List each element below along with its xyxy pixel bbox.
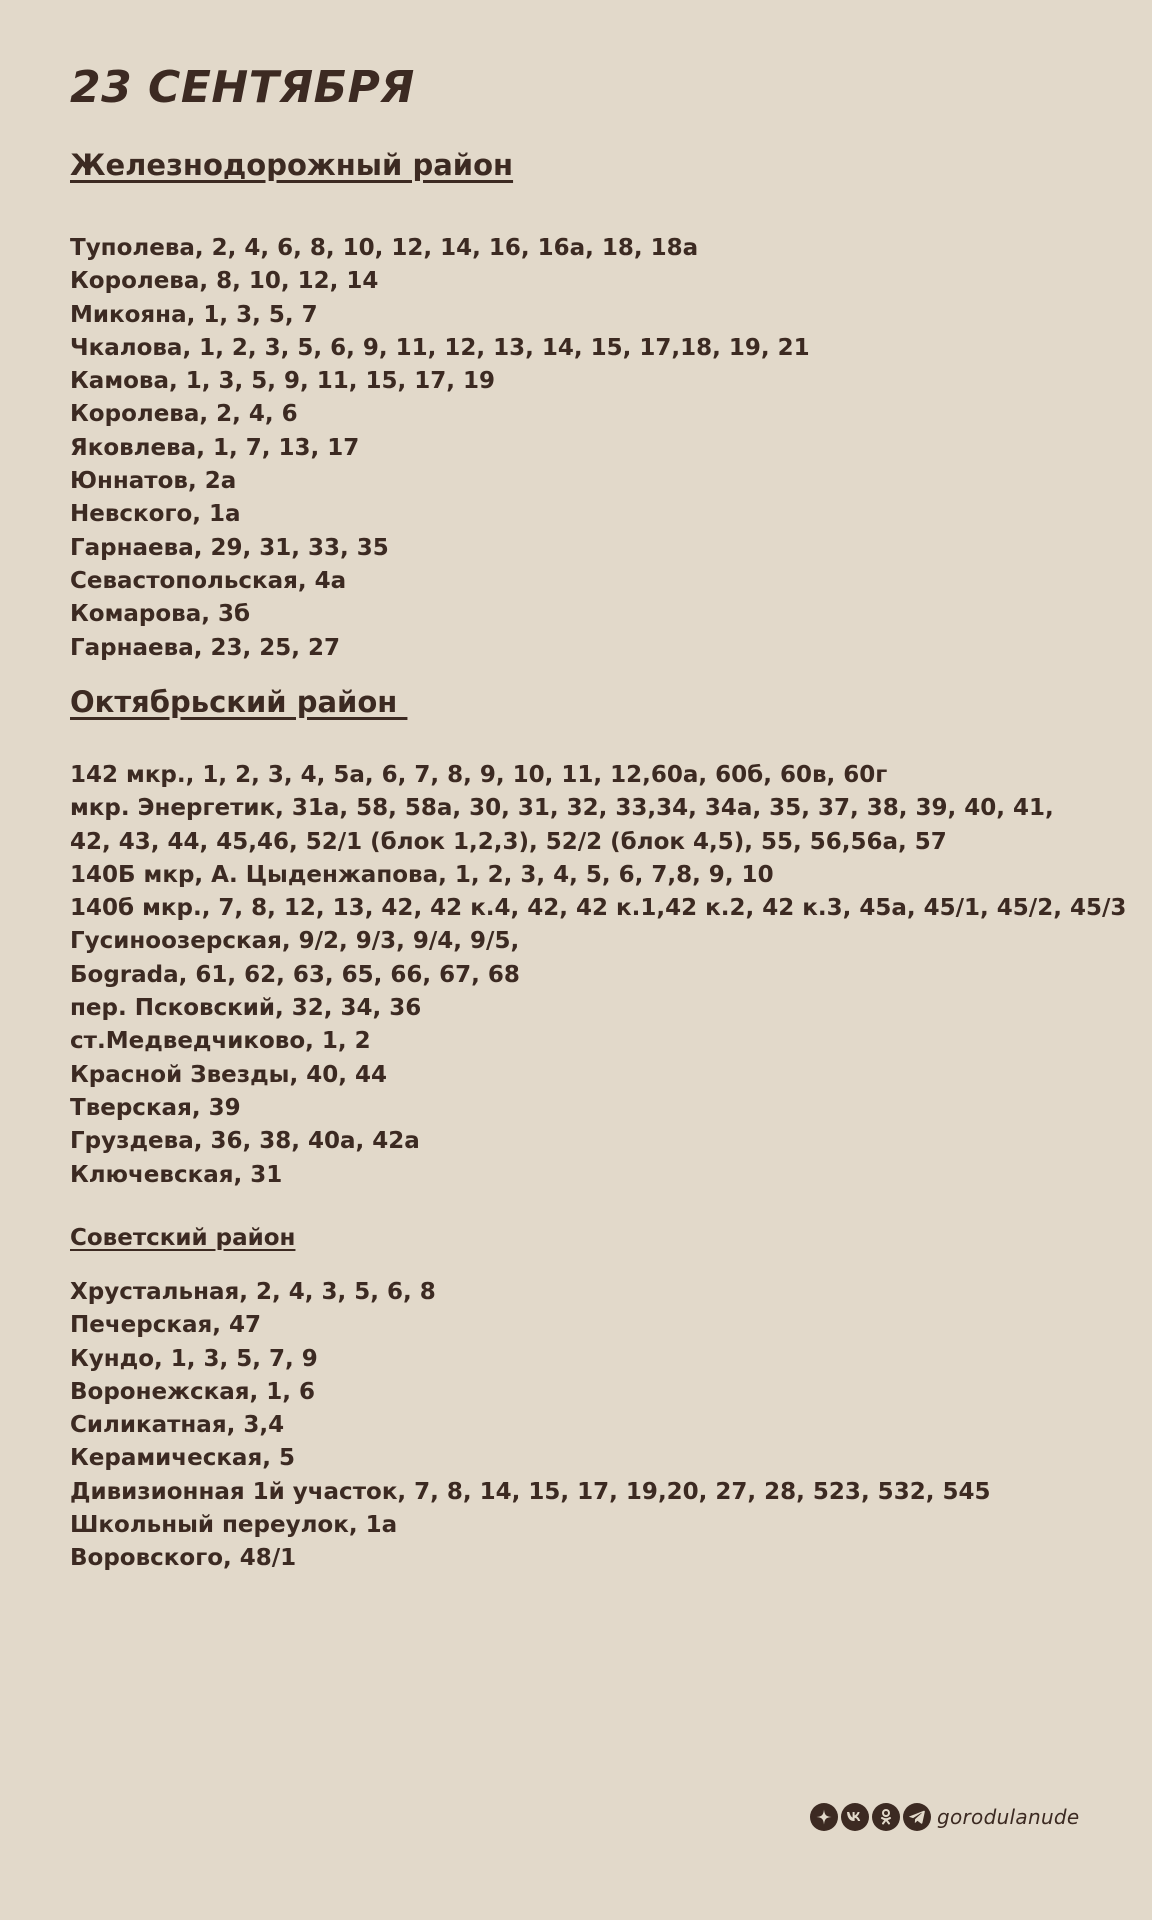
section-heading: Железнодорожный район (70, 148, 514, 182)
address-line: Красной Звезды, 40, 44 (70, 1061, 387, 1088)
address-line: 140Б мкр, А. Цыденжапова, 1, 2, 3, 4, 5, 6, 7,8, 9, 10 (70, 861, 774, 888)
address-line: Дивизионная 1й участок, 7, 8, 14, 15, 17, 19,20, 27, 28, 523, 532, 545 (70, 1478, 991, 1505)
address-line: Юннатов, 2а (70, 468, 237, 495)
address-line: Печерская, 47 (70, 1312, 261, 1339)
address-list (70, 1276, 1092, 1576)
address-line: Чкалова, 1, 2, 3, 5, 6, 9, 11, 12, 13, 14, 15, 17,18, 19, 21 (70, 334, 810, 361)
section-heading: Октябрьский район (70, 685, 408, 719)
address-line: Гарнаева, 23, 25, 27 (70, 634, 340, 661)
section-zheleznodorozhny (70, 145, 1092, 665)
dzen-icon-glyph (815, 1808, 833, 1826)
address-line: Бograda, 61, 62, 63, 65, 66, 67, 68 (70, 961, 520, 988)
address-line: Кундо, 1, 3, 5, 7, 9 (70, 1345, 318, 1372)
address-line: Хрустальная, 2, 4, 3, 5, 6, 8 (70, 1279, 436, 1305)
address-line: Королева, 8, 10, 12, 14 (70, 268, 379, 295)
telegram-icon[interactable] (903, 1803, 931, 1831)
address-line: Школьный переулок, 1а (70, 1512, 398, 1539)
address-line: пер. Псковский, 32, 34, 36 (70, 995, 422, 1022)
section-heading: Советский район (70, 1225, 296, 1251)
address-line: Яковлева, 1, 7, 13, 17 (70, 434, 360, 461)
address-line: 140б мкр., 7, 8, 12, 13, 42, 42 к.4, 42, 42 к.1,42 к.2, 42 к.3, 45а, 45/1, 45/2, 45/3 (70, 895, 1127, 922)
address-line: Королева, 2, 4, 6 (70, 401, 298, 428)
address-line: Тверская, 39 (70, 1094, 241, 1121)
address-list (70, 232, 1092, 665)
address-line: Воронежская, 1, 6 (70, 1378, 316, 1405)
address-line: ст.Медведчиково, 1, 2 (70, 1028, 371, 1055)
address-line: Груздева, 36, 38, 40а, 42а (70, 1128, 420, 1155)
address-line: Воровского, 48/1 (70, 1545, 297, 1572)
address-line: 142 мкр., 1, 2, 3, 4, 5а, 6, 7, 8, 9, 10, 11, 12,60а, 60б, 60в, 60г (70, 762, 888, 788)
address-line: Гусиноозерская, 9/2, 9/3, 9/4, 9/5, (70, 928, 520, 955)
vk-icon-glyph (846, 1811, 864, 1823)
address-line: Микояна, 1, 3, 5, 7 (70, 301, 318, 328)
telegram-icon-glyph (908, 1809, 926, 1825)
address-line: Комарова, 3б (70, 601, 251, 628)
address-line: Силикатная, 3,4 (70, 1412, 285, 1439)
section-oktyabrsky (70, 682, 1127, 1192)
address-line: Ключевская, 31 (70, 1161, 283, 1188)
address-list (70, 759, 1127, 1192)
address-line: Туполева, 2, 4, 6, 8, 10, 12, 14, 16, 16а, 18, 18а (70, 235, 699, 261)
vk-icon[interactable] (841, 1803, 869, 1831)
social-handle: gorodulanude (937, 1805, 1080, 1829)
social-footer (810, 1803, 1080, 1831)
address-line: Камова, 1, 3, 5, 9, 11, 15, 17, 19 (70, 368, 495, 395)
address-line: Керамическая, 5 (70, 1445, 295, 1472)
address-line: мкр. Энергетик, 31а, 58, 58а, 30, 31, 32, 33,34, 34а, 35, 37, 38, 39, 40, 41, 42, 43, 44, 45,46, 52/1 (блок 1,2,3), 52/2 (блок 4,5), 55, 56,56а, 57 (70, 795, 1054, 855)
section-sovetsky (70, 1222, 1092, 1576)
address-line: Невского, 1а (70, 501, 241, 528)
page-title: 23 СЕНТЯБРЯ (70, 62, 415, 113)
address-line: Севастопольская, 4а (70, 567, 347, 594)
odnoklassniki-icon[interactable] (872, 1803, 900, 1831)
odnoklassniki-icon-glyph (879, 1808, 893, 1826)
address-line: Гарнаева, 29, 31, 33, 35 (70, 534, 389, 561)
dzen-icon[interactable] (810, 1803, 838, 1831)
